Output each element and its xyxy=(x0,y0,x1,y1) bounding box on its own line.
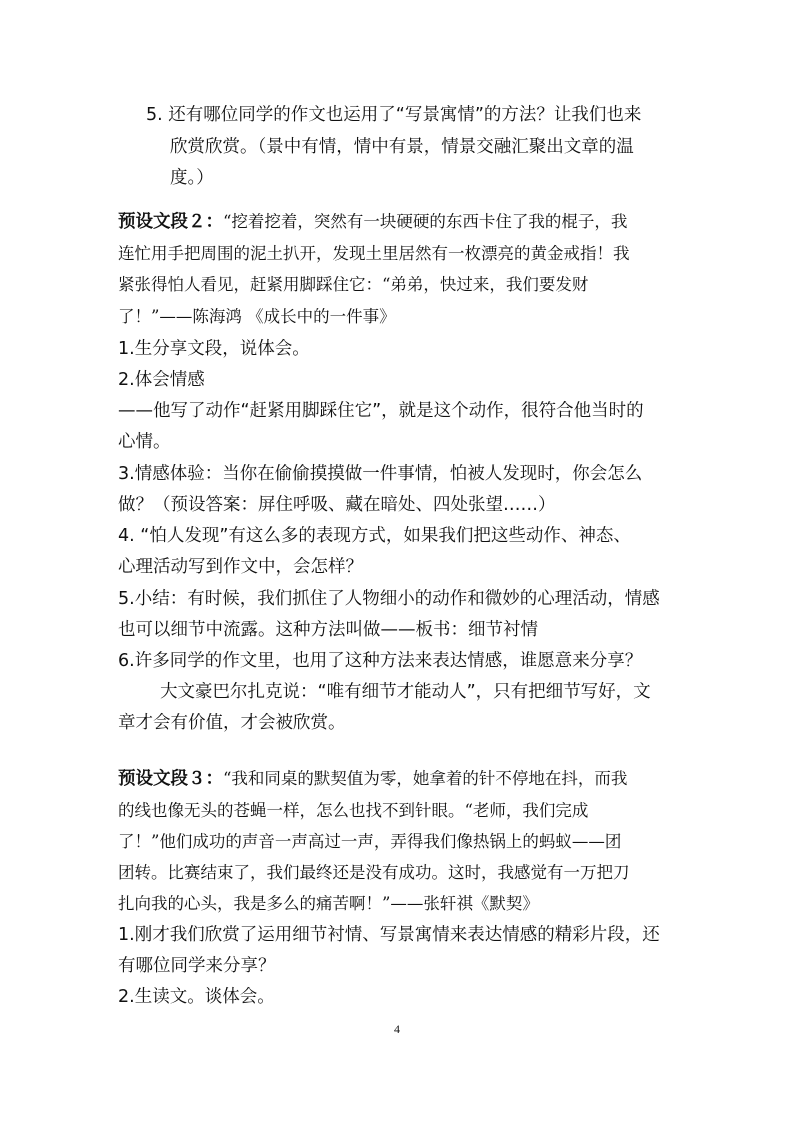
item5-line1: 5. 还有哪位同学的作文也运用了“写景寓情”的方法？让我们也来 xyxy=(146,105,642,125)
preset3-line2: 的线也像无头的苍蝇一样，怎么也找不到针眼。“老师，我们完成 xyxy=(118,801,589,820)
preset2-line2: 连忙用手把周围的泥土扒开，发现土里居然有一枚漂亮的黄金戒指！我 xyxy=(118,244,630,263)
preset3-first-line xyxy=(118,767,627,791)
balzac-quote-a: 大文豪巴尔扎克说：“唯有细节才能动人”，只有把细节写好，文 xyxy=(160,682,651,702)
step2-2: 2.体会情感 xyxy=(118,370,205,390)
page-number: 4 xyxy=(394,1022,400,1036)
step2-2-detail-b: 心情。 xyxy=(118,432,171,452)
preset3-line5: 扎向我的心头，我是多么的痛苦啊！”——张轩祺《默契》 xyxy=(118,894,539,913)
preset2-line1: “挖着挖着，突然有一块硬硬的东西卡住了我的棍子，我 xyxy=(223,212,628,231)
item5-line3: 度。） xyxy=(170,168,214,188)
step2-2-detail-a: ——他写了动作“赶紧用脚踩住它”，就是这个动作，很符合他当时的 xyxy=(118,401,644,421)
step3-1-a: 1.刚才我们欣赏了运用细节衬情、写景寓情来表达情感的精彩片段，还 xyxy=(118,925,660,945)
step2-5-a: 5.小结：有时候，我们抓住了人物细小的动作和微妙的心理活动，情感 xyxy=(118,589,660,609)
balzac-quote-b: 章才会有价值，才会被欣赏。 xyxy=(118,713,346,733)
preset2-line4: 了！”——陈海鸿 《成长中的一件事》 xyxy=(118,307,396,326)
step3-1-b: 有哪位同学来分享？ xyxy=(118,956,276,976)
preset3-line4: 团转。比赛结束了，我们最终还是没有成功。这时，我感觉有一万把刀 xyxy=(118,863,630,882)
preset3-label: 预设文段３： xyxy=(118,769,223,789)
preset2-label: 预设文段２： xyxy=(118,212,223,232)
step2-1: 1.生分享文段，说体会。 xyxy=(118,339,310,359)
preset3-line1: “我和同桌的默契值为零，她拿着的针不停地在抖，而我 xyxy=(223,769,628,788)
preset3-line3: 了！”他们成功的声音一声高过一声，弄得我们像热锅上的蚂蚁——团 xyxy=(118,832,622,851)
step2-5-b: 也可以细节中流露。这种方法叫做——板书：细节衬情 xyxy=(118,620,538,640)
step2-4-b: 心理活动写到作文中，会怎样？ xyxy=(118,557,363,577)
step2-3-b: 做？（预设答案：屏住呼吸、藏在暗处、四处张望……） xyxy=(118,495,556,515)
preset2-line3: 紧张得怕人看见，赶紧用脚踩住它：“弟弟，快过来，我们要发财 xyxy=(118,275,589,294)
item5-line2: 欣赏欣赏。（景中有情，情中有景，情景交融汇聚出文章的温 xyxy=(170,137,634,157)
step3-2: 2.生读文。谈体会。 xyxy=(118,987,275,1007)
step2-4-a: 4. “怕人发现”有这么多的表现方式，如果我们把这些动作、神态、 xyxy=(118,526,631,546)
step2-3-a: 3.情感体验：当你在偷偷摸摸做一件事情，怕被人发现时，你会怎么 xyxy=(118,464,643,484)
step2-6: 6.许多同学的作文里，也用了这种方法来表达情感，谁愿意来分享？ xyxy=(118,651,643,671)
preset2-first-line xyxy=(118,210,627,234)
